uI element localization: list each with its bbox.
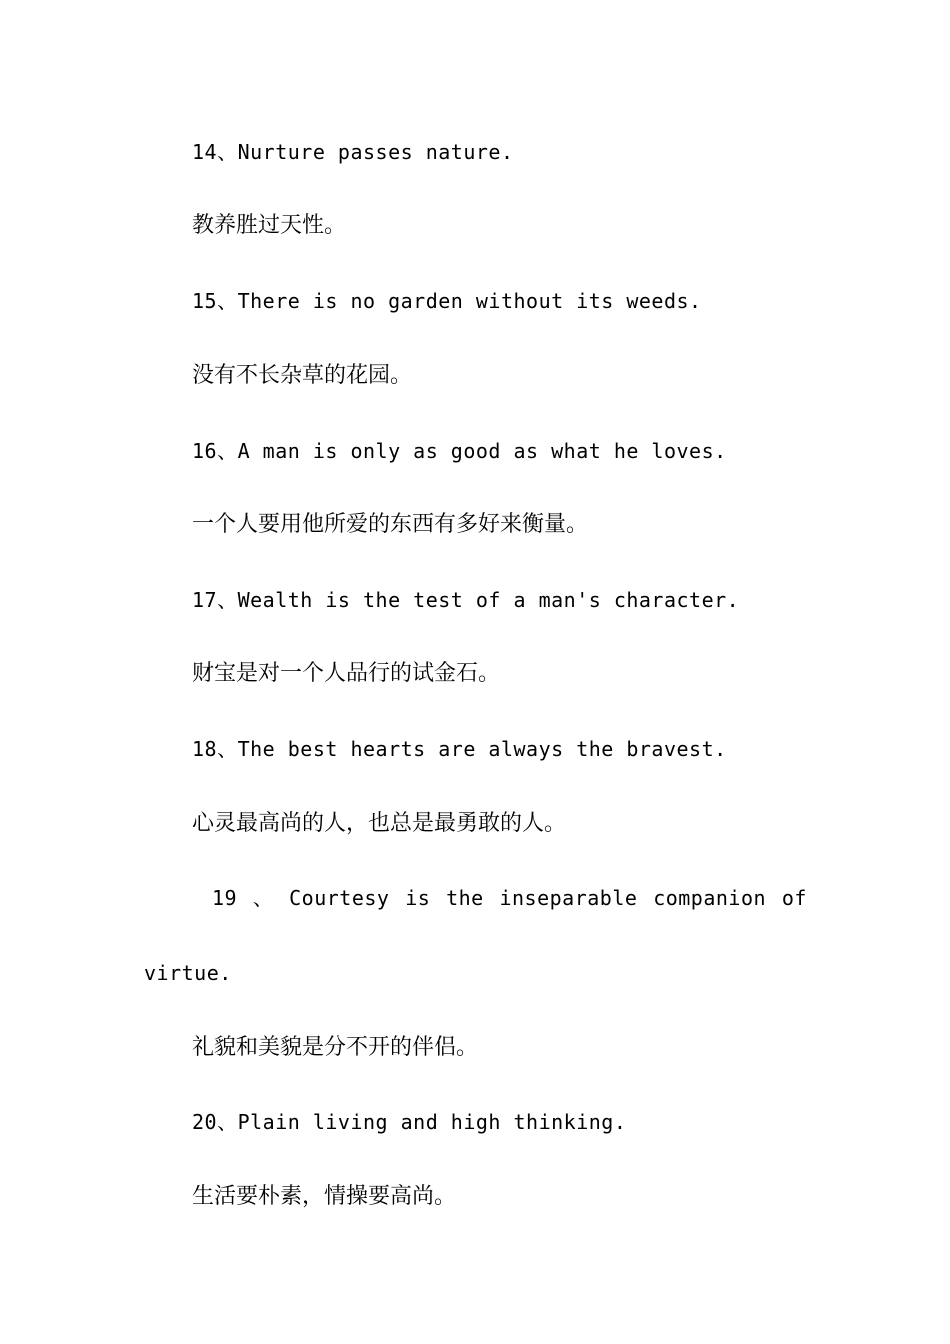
entry-17-chinese: 财宝是对一个人品行的试金石。 [192,661,501,686]
entry-16-chinese: 一个人要用他所爱的东西有多好来衡量。 [192,512,589,537]
entry-19-word: of [781,886,807,910]
entry-19-word: Courtesy [289,886,390,910]
entry-15-english: 15、There is no garden without its weeds. [192,289,702,313]
entry-19-word: 、 [252,886,274,910]
entry-16-english: 16、A man is only as good as what he loves. [192,439,727,463]
entry-17-english: 17、Wealth is the test of a man's character. [192,588,740,612]
entry-19-word: 19 [212,886,238,910]
entry-19-english-continuation: virtue. [144,961,232,985]
entry-19-word: companion [653,886,767,910]
entry-15-chinese: 没有不长杂草的花园。 [192,363,413,388]
entry-14-english: 14、Nurture passes nature. [192,140,514,164]
entry-19-word: inseparable [499,886,638,910]
entry-19-english-line [212,884,807,912]
entry-19-word: the [446,886,484,910]
entry-18-english: 18、The best hearts are always the bravest. [192,737,727,761]
entry-19-chinese: 礼貌和美貌是分不开的伴侣。 [192,1035,479,1060]
entry-20-english: 20、Plain living and high thinking. [192,1110,627,1134]
entry-18-chinese: 心灵最高尚的人，也总是最勇敢的人。 [192,811,567,836]
entry-20-chinese: 生活要朴素，情操要高尚。 [192,1184,457,1209]
entry-19-word: is [405,886,431,910]
entry-14-chinese: 教养胜过天性。 [192,213,347,238]
